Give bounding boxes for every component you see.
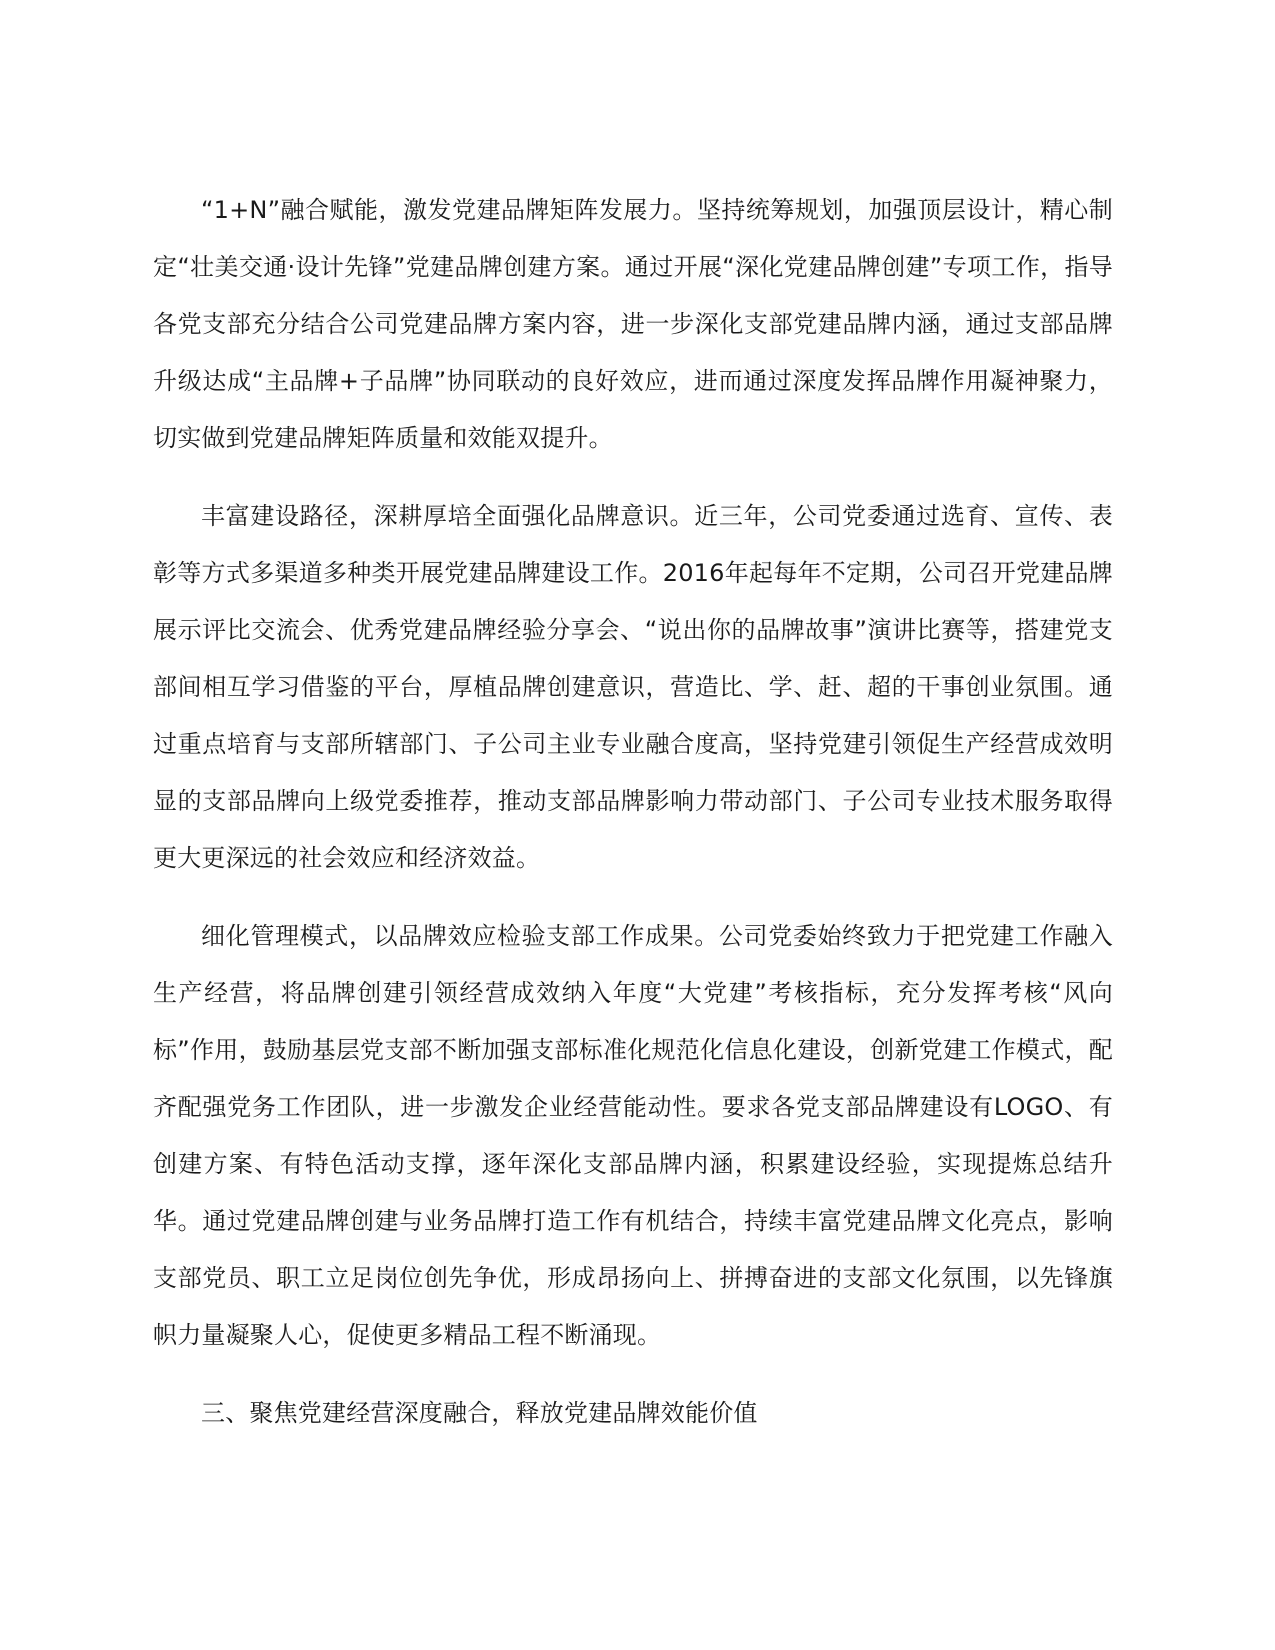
paragraph-management-mode: 细化管理模式，以品牌效应检验支部工作成果。公司党委始终致力于把党建工作融入生产经营，将品牌创建引领经营成效纳入年度“大党建”考核指标，充分发挥考核“风向标”作用，鼓励基层党支部不断加强支部标准化规范化信息化建设，创新党建工作模式，配齐配强党务工作团队，进一步激发企业经营能动性。要求各党支部品牌建设有LOGO、有创建方案、有特色活动支撑，逐年深化支部品牌内涵，积累建设经验，实现提炼总结升华。通过党建品牌创建与业务品牌打造工作有机结合，持续丰富党建品牌文化亮点，影响支部党员、职工立足岗位创先争优，形成昂扬向上、拼搏奋进的支部文化氛围，以先锋旗帜力量凝聚人心，促使更多精品工程不断涌现。 [153, 922, 1113, 1349]
section-heading: 三、聚焦党建经营深度融合，释放党建品牌效能价值 [201, 1399, 758, 1427]
document-body [153, 182, 1113, 1442]
paragraph-construction-path: 丰富建设路径，深耕厚培全面强化品牌意识。近三年，公司党委通过选育、宣传、表彰等方式多渠道多种类开展党建品牌建设工作。2016年起每年不定期，公司召开党建品牌展示评比交流会、优秀党建品牌经验分享会、“说出你的品牌故事”演讲比赛等，搭建党支部间相互学习借鉴的平台，厚植品牌创建意识，营造比、学、赶、超的干事创业氛围。通过重点培育与支部所辖部门、子公司主业专业融合度高，坚持党建引领促生产经营成效明显的支部品牌向上级党委推荐，推动支部品牌影响力带动部门、子公司专业技术服务取得更大更深远的社会效应和经济效益。 [153, 502, 1113, 872]
paragraph-brand-matrix: “1+N”融合赋能，激发党建品牌矩阵发展力。坚持统筹规划，加强顶层设计，精心制定“壮美交通·设计先锋”党建品牌创建方案。通过开展“深化党建品牌创建”专项工作，指导各党支部充分结合公司党建品牌方案内容，进一步深化支部党建品牌内涵，通过支部品牌升级达成“主品牌+子品牌”协同联动的良好效应，进而通过深度发挥品牌作用凝神聚力，切实做到党建品牌矩阵质量和效能双提升。 [153, 196, 1113, 452]
